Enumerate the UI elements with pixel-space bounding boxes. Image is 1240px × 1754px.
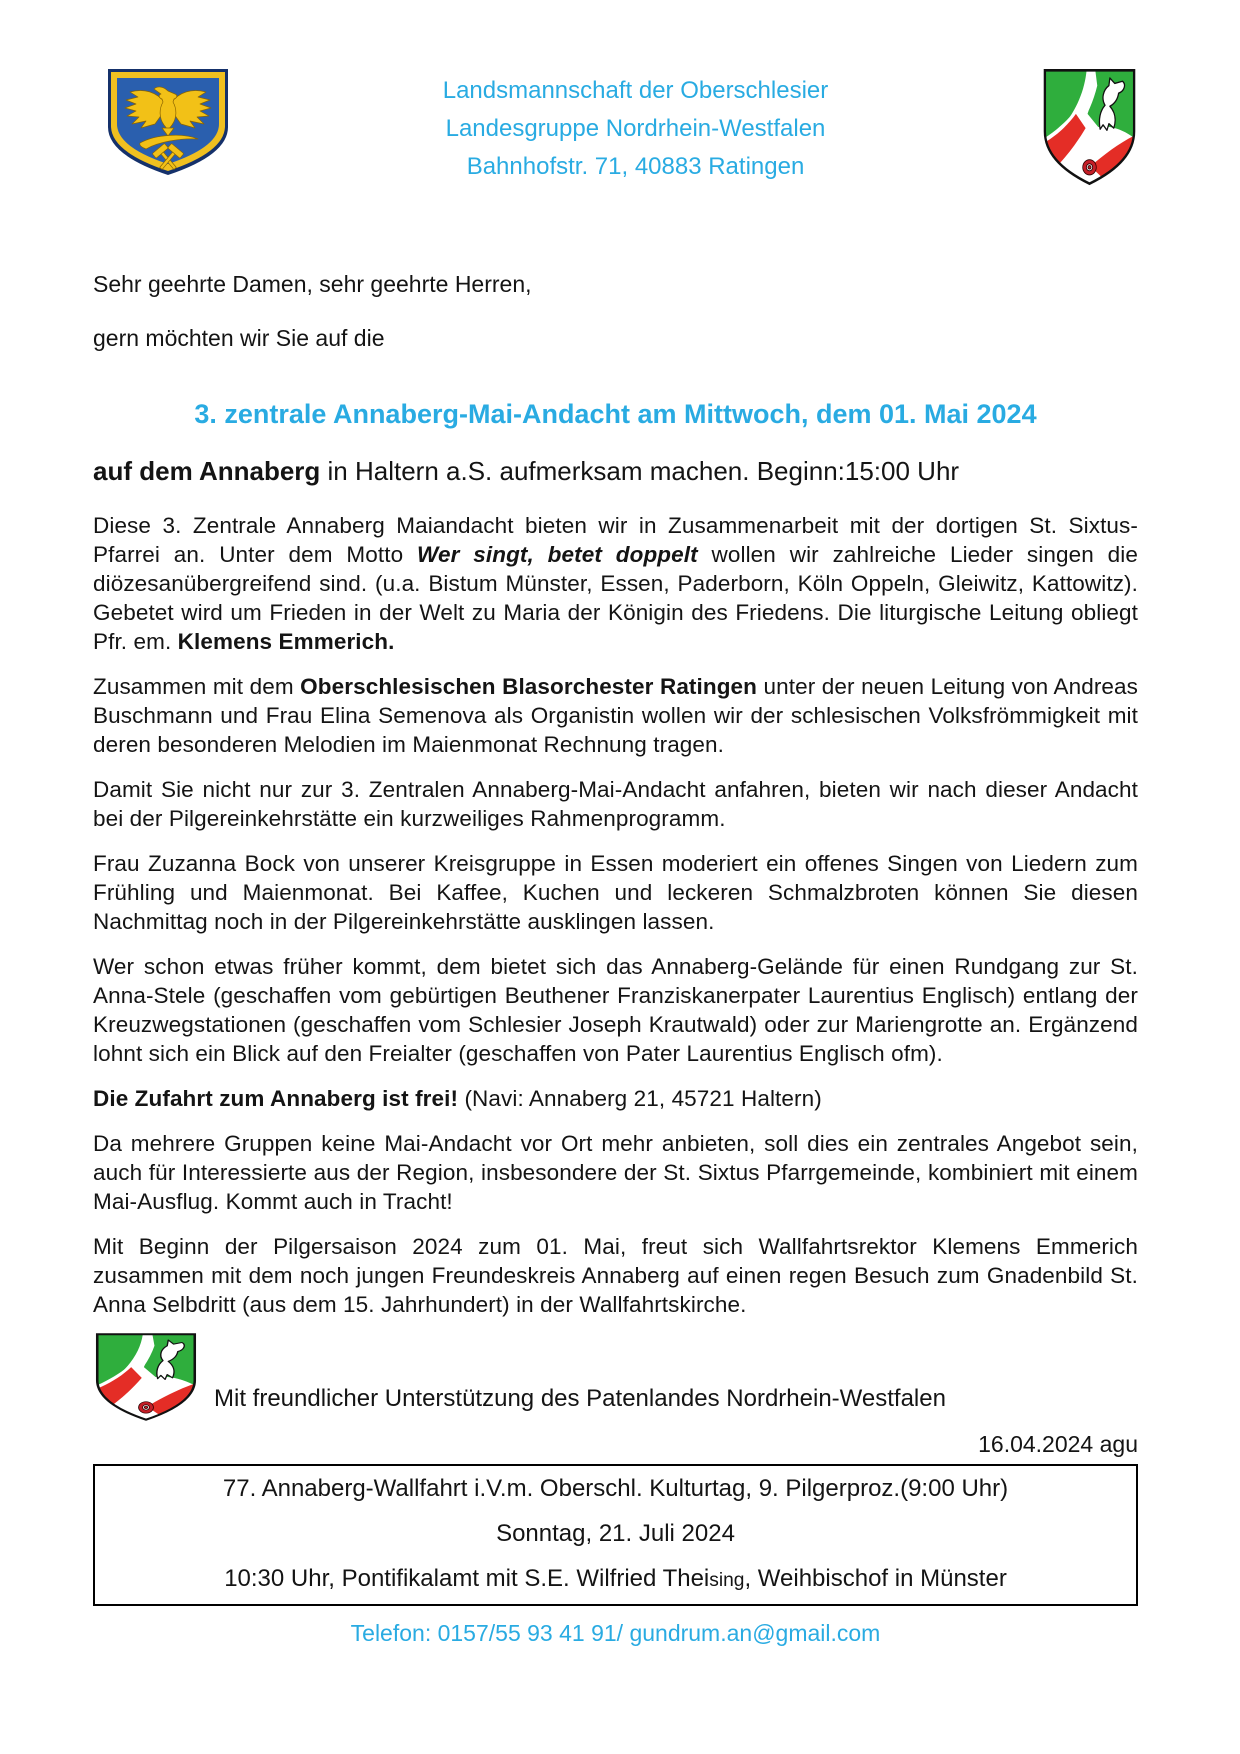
- paragraph: Mit Beginn der Pilgersaison 2024 zum 01. Mai, freut sich Wallfahrtsrektor Klemens Emmerich zusammen mit dem noch jungen Freundeskreis Annaberg auf einen regen Besuch zum Gnadenbild St. Anna Selbdritt (aus dem 15. Jahrhundert) in der Wallfahrtskirche.: [93, 1234, 1138, 1317]
- contact-line: Telefon: 0157/55 93 41 91/ gundrum.an@gmail.com: [350, 1620, 881, 1646]
- event-box-line-3: 10:30 Uhr, Pontifikalamt mit S.E. Wilfried Theising, Weihbischof in Münster: [224, 1565, 1007, 1592]
- paragraph: Da mehrere Gruppen keine Mai-Andacht vor Ort mehr anbieten, soll dies ein zentrales Angebot sein, auch für Interessierte aus der Region, insbesondere der St. Sixtus Pfarrgemeinde, kombiniert mit einem Mai-Ausflug. Kommt auch in Tracht!: [93, 1131, 1138, 1214]
- paragraph: Frau Zuzanna Bock von unserer Kreisgruppe in Essen moderiert ein offenes Singen von Liedern zum Frühling und Maienmonat. Bei Kaffee, Kuchen und leckeren Schmalzbroten können Sie diesen Nachmittag noch in der Pilgereinkehrstätte ausklingen lassen.: [93, 851, 1138, 934]
- event-box-line-2: Sonntag, 21. Juli 2024: [496, 1520, 735, 1547]
- org-address-block: [230, 72, 1041, 186]
- org-group: Landesgruppe Nordrhein-Westfalen: [445, 115, 826, 142]
- event-title: 3. zentrale Annaberg-Mai-Andacht am Mittwoch, dem 01. Mai 2024: [194, 399, 1037, 429]
- paragraph: Wer schon etwas früher kommt, dem bietet sich das Annaberg-Gelände für einen Rundgang zur St. Anna-Stele (geschaffen vom gebürtigen Beuthener Franziskanerpater Laurentius Englisch) entlang der Kreuzwegstationen (geschaffen vom Schlesier Joseph Krautwald) oder zur Mariengrotte an. Ergänzend lohnt sich ein Blick auf den Freialter (geschaffen von Pater Laurentius Englisch ofm).: [93, 954, 1138, 1066]
- salutation-line: gern möchten wir Sie auf die: [93, 325, 385, 351]
- paragraph: Zusammen mit dem Oberschlesischen Blasorchester Ratingen unter der neuen Leitung von Andreas Buschmann und Frau Elina Semenova als Organistin wollen wir der schlesischen Volksfrömmigkeit mit deren besonderen Melodien im Maienmonat Rechnung tragen.: [93, 674, 1139, 757]
- oberschlesien-coat-of-arms-icon: [106, 66, 230, 180]
- support-note: Mit freundlicher Unterstützung des Patenlandes Nordrhein-Westfalen: [214, 1385, 946, 1412]
- nrw-coat-of-arms-icon: [1041, 66, 1138, 188]
- event-box-line-1: 77. Annaberg-Wallfahrt i.V.m. Oberschl. Kulturtag, 9. Pilgerproz.(9:00 Uhr): [222, 1475, 1009, 1502]
- support-row: [93, 1329, 1138, 1423]
- event-subtitle-rest: in Haltern a.S. aufmerksam machen. Beginn:15:00 Uhr: [320, 456, 960, 486]
- paragraph-access-note: Die Zufahrt zum Annaberg ist frei! (Navi: Annaberg 21, 45721 Haltern): [93, 1086, 822, 1111]
- org-name: Landsmannschaft der Oberschlesier: [442, 77, 829, 104]
- paragraph: Damit Sie nicht nur zur 3. Zentralen Annaberg-Mai-Andacht anfahren, bieten wir nach dieser Andacht bei der Pilgereinkehrstätte ein kurzweiliges Rahmenprogramm.: [93, 777, 1138, 831]
- event-subtitle: [93, 456, 1138, 486]
- org-address: Bahnhofstr. 71, 40883 Ratingen: [466, 153, 805, 180]
- paragraph: Diese 3. Zentrale Annaberg Maiandacht bieten wir in Zusammenarbeit mit der dortigen St. Sixtus-Pfarrei an. Unter dem Motto Wer singt, betet doppelt wollen wir zahlreiche Lieder singen die diözesanübergreifend sind. (u.a. Bistum Münster, Essen, Paderborn, Köln Oppeln, Gleiwitz, Kattowitz). Gebetet wird um Frieden in der Welt zu Maria der Königin des Friedens. Die liturgische Leitung obliegt Pfr. em. Klemens Emmerich.: [93, 513, 1138, 654]
- event-announcement-box: [93, 1464, 1138, 1606]
- salutation-line: Sehr geehrte Damen, sehr geehrte Herren,: [93, 271, 532, 297]
- event-location-bold: auf dem Annaberg: [93, 456, 321, 486]
- letterhead: [93, 66, 1138, 188]
- nrw-coat-of-arms-small-icon: [93, 1331, 199, 1423]
- date-note: 16.04.2024 agu: [978, 1431, 1138, 1457]
